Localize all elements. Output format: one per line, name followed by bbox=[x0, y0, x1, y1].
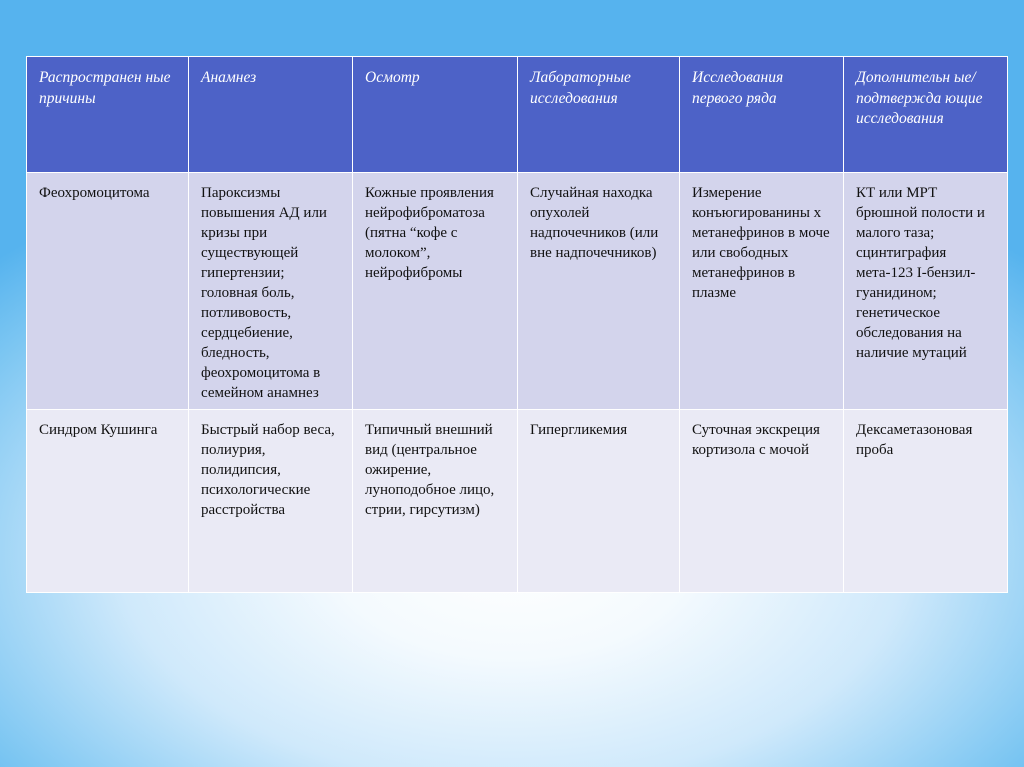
table-cell: Пароксизмы повышения АД или кризы при существующей гипертензии; головная боль, потливовость, сердцебиение, бледность, феохромоцитома в семейном анамнез bbox=[189, 173, 353, 410]
table-cell: Измерение конъюгированины х метанефринов в моче или свободных метанефринов в плазме bbox=[680, 173, 844, 410]
table-cell: КТ или МРТ брюшной полости и малого таза; сцинтиграфия мета-123 I-бензил-гуанидином; генетическое обследования на наличие мутаций bbox=[844, 173, 1008, 410]
header-cell-anamnesis: Анамнез bbox=[189, 57, 353, 173]
table-row bbox=[27, 410, 1008, 593]
header-cell-examination: Осмотр bbox=[353, 57, 518, 173]
header-cell-first-line-tests: Исследования первого ряда bbox=[680, 57, 844, 173]
table-cell: Суточная экскреция кортизола с мочой bbox=[680, 410, 844, 593]
table-header-row bbox=[27, 57, 1008, 173]
header-cell-causes: Распространен ные причины bbox=[27, 57, 189, 173]
header-cell-lab-tests: Лабораторные исследования bbox=[518, 57, 680, 173]
table-row bbox=[27, 173, 1008, 410]
table-cell: Быстрый набор веса, полиурия, полидипсия, психологические расстройства bbox=[189, 410, 353, 593]
table-cell: Гипергликемия bbox=[518, 410, 680, 593]
diagnostics-table bbox=[26, 56, 1008, 593]
table-cell: Случайная находка опухолей надпочечников (или вне надпочечников) bbox=[518, 173, 680, 410]
header-cell-confirmatory-tests: Дополнительн ые/подтвержда ющие исследования bbox=[844, 57, 1008, 173]
table-cell: Дексаметазоновая проба bbox=[844, 410, 1008, 593]
table-cell: Синдром Кушинга bbox=[27, 410, 189, 593]
table-cell: Феохромоцитома bbox=[27, 173, 189, 410]
table-cell: Типичный внешний вид (центральное ожирение, луноподобное лицо, стрии, гирсутизм) bbox=[353, 410, 518, 593]
table-cell: Кожные проявления нейрофиброматоза (пятна “кофе с молоком”, нейрофибромы bbox=[353, 173, 518, 410]
